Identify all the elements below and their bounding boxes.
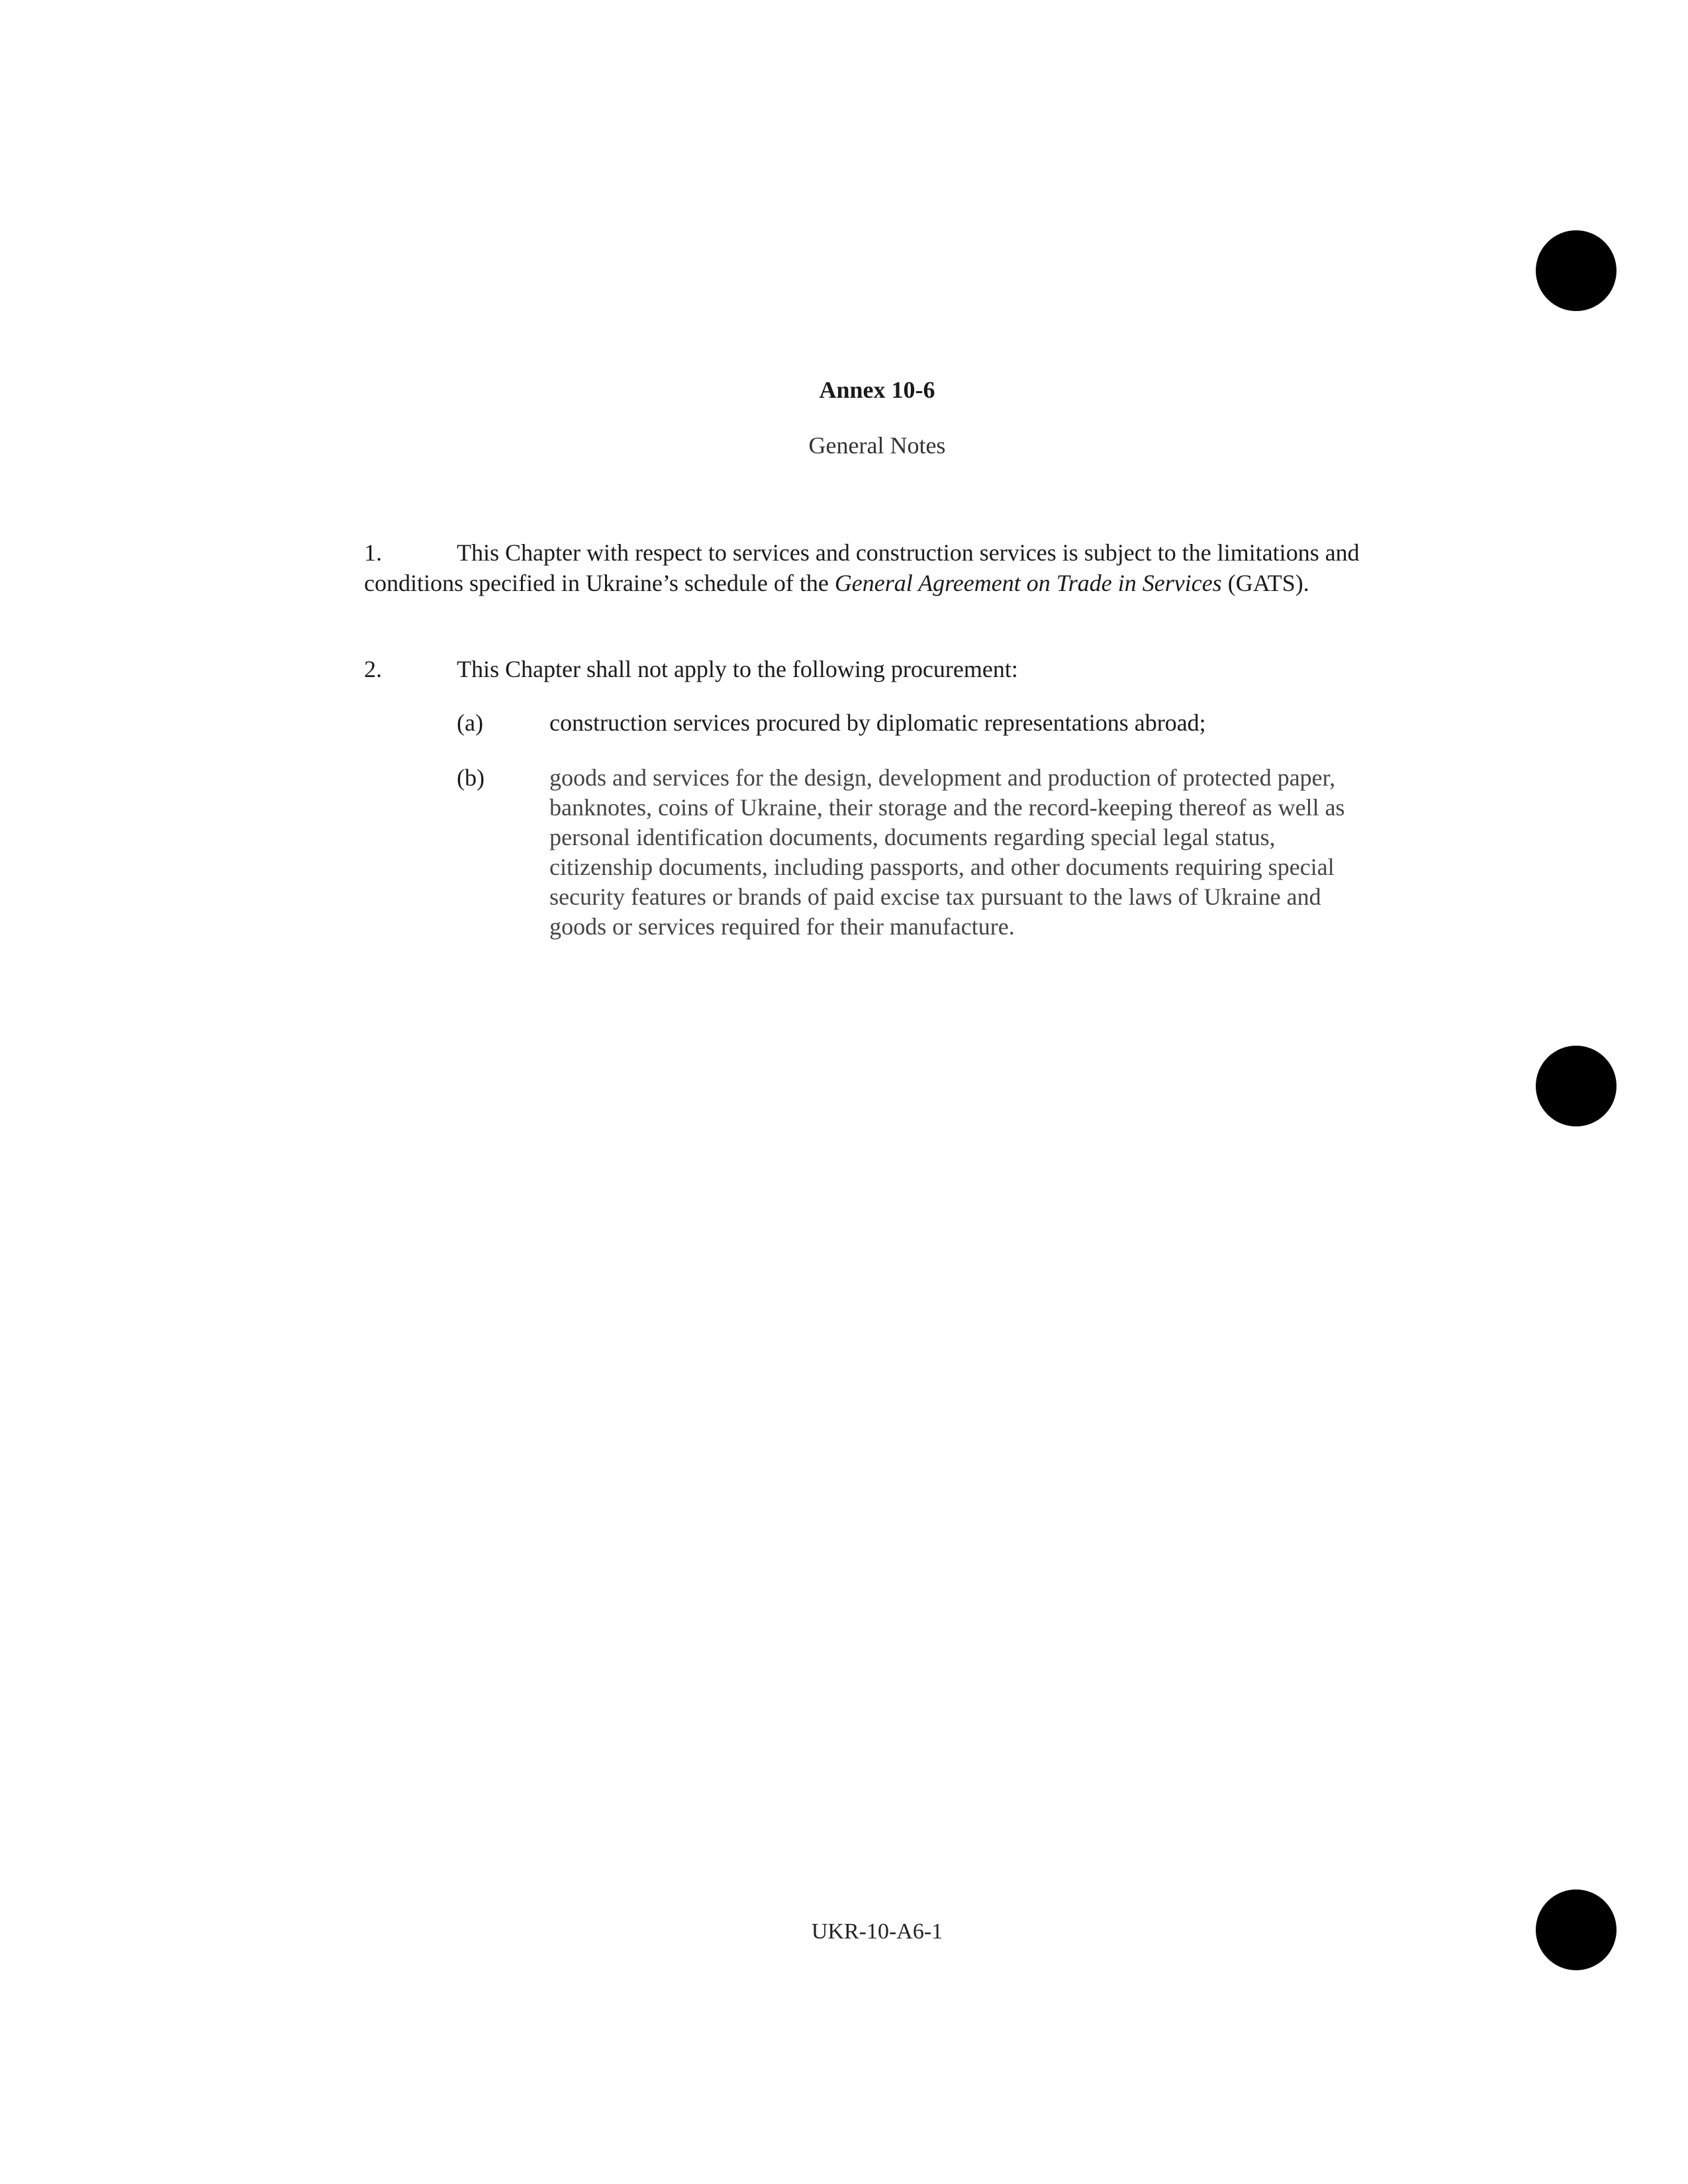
section-title: General Notes: [808, 432, 946, 459]
annex-title: Annex 10-6: [819, 377, 935, 403]
list-item-label: (b): [457, 764, 485, 791]
list-item-text: goods and services for the design, development and production of protected paper, banknotes, coins of Ukraine, their storage and the record-keeping thereof as well as personal identification documents, documents regarding special legal status, citizenship documents, including passports, and other documents requiring special security features or brands of paid excise tax pursuant to the laws of Ukraine and goods or services required for their manufacture.: [549, 764, 1345, 940]
paragraph-italic-title: General Agreement on Trade in Services: [834, 570, 1222, 596]
list-item-label: (a): [457, 709, 483, 736]
paragraph-number: 2.: [364, 656, 382, 682]
paragraph-text: This Chapter shall not apply to the following procurement:: [457, 656, 1018, 682]
paragraph-text: This Chapter with respect to services and construction services is subject to the limitations and conditions specified in Ukraine’s schedule of the: [364, 539, 1360, 596]
list-item-text: construction services procured by diplomatic representations abroad;: [549, 709, 1206, 736]
paragraph-text-end: (GATS).: [1221, 570, 1309, 596]
paragraph-1: [364, 537, 1377, 598]
punch-hole-top: [1536, 230, 1617, 311]
page-footer: UKR-10-A6-1: [811, 1919, 943, 1944]
paragraph-2: [364, 654, 1377, 684]
paragraph-number: 1.: [364, 539, 382, 566]
punch-hole-middle: [1536, 1046, 1617, 1126]
